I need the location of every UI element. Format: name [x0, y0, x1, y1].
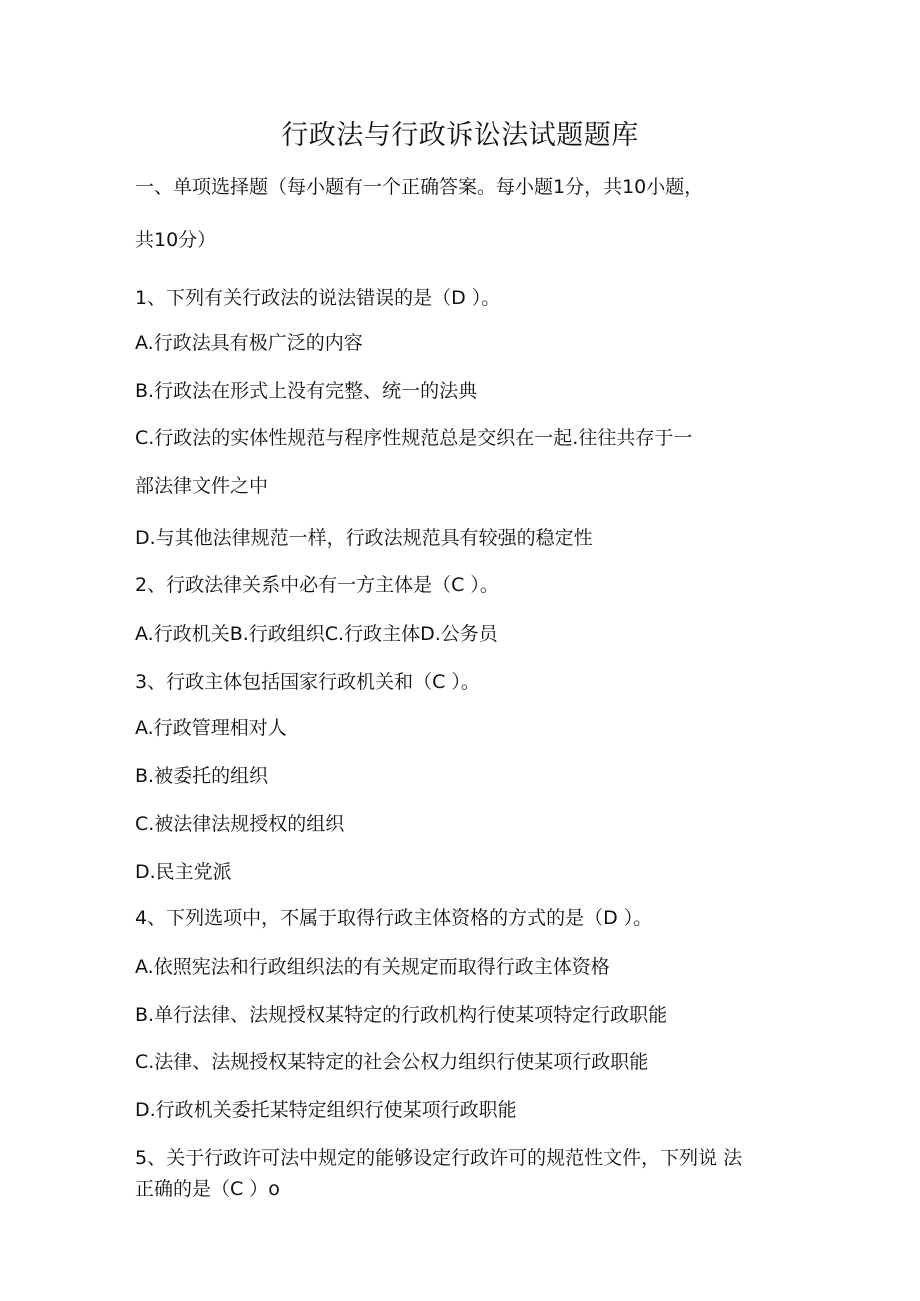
- question-2: 2、行政法律关系中必有一方主体是（C ）。: [135, 574, 499, 596]
- question-1: 1、下列有关行政法的说法错误的是（D ）。: [135, 287, 501, 309]
- question-1-option-d: D.与其他法律规范一样，行政法规范具有较强的稳定性: [135, 527, 593, 549]
- question-3-option-c: C.被法律法规授权的组织: [135, 813, 345, 835]
- question-3-option-a: A.行政管理相对人: [135, 717, 287, 739]
- question-1-option-b: B.行政法在形式上没有完整、统一的法典: [135, 380, 478, 402]
- question-1-option-c-line-1: C.行政法的实体性规范与程序性规范总是交织在一起.往往共存于一: [135, 427, 693, 449]
- question-4-option-b: B.单行法律、法规授权某特定的行政机构行使某项特定行政职能: [135, 1004, 668, 1026]
- question-3: 3、行政主体包括国家行政机关和（C ）。: [135, 671, 480, 693]
- section-heading-line-2: 共10分）: [135, 229, 217, 251]
- question-4-option-a: A.依照宪法和行政组织法的有关规定而取得行政主体资格: [135, 956, 610, 978]
- question-2-options: A.行政机关B.行政组织C.行政主体D.公务员: [135, 623, 498, 645]
- question-3-option-d: D.民主党派: [135, 861, 232, 883]
- question-5-line-1: 5、关于行政许可法中规定的能够设定行政许可的规范性文件，下列说 法: [135, 1147, 743, 1169]
- question-1-option-c-line-2: 部法律文件之中: [135, 475, 269, 497]
- question-4-option-c: C.法律、法规授权某特定的社会公权力组织行使某项行政职能: [135, 1051, 649, 1073]
- section-heading-line-1: 一、单项选择题（每小题有一个正确答案。每小题1分，共10小题，: [135, 176, 704, 198]
- question-5-line-2: 正确的是（C ）o: [135, 1178, 280, 1200]
- question-1-option-a: A.行政法具有极广泛的内容: [135, 332, 363, 354]
- question-3-option-b: B.被委托的组织: [135, 765, 269, 787]
- document-title: 行政法与行政诉讼法试题题库: [281, 120, 639, 151]
- question-4: 4、下列选项中，不属于取得行政主体资格的方式的是（D ）。: [135, 907, 653, 929]
- question-4-option-d: D.行政机关委托某特定组织行使某项行政职能: [135, 1099, 517, 1121]
